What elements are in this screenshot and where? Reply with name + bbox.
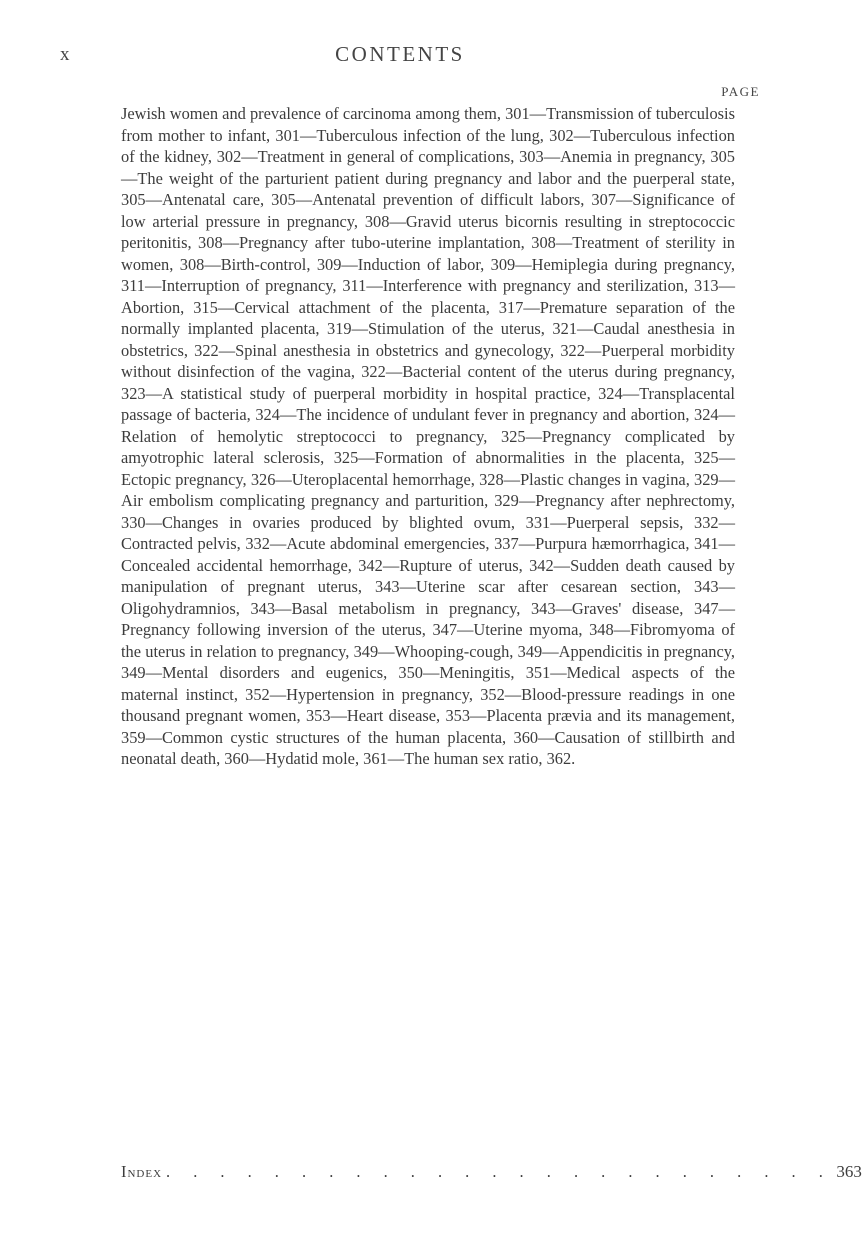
- dot-leader: . . . . . . . . . . . . . . . . . . . . . . . . .: [166, 1162, 833, 1181]
- page-column-label: PAGE: [721, 84, 760, 99]
- contents-paragraph: Jewish women and prevalence of carcinoma among them, 301—Transmission of tuberculosis from mother to infant, 301—Tuberculous infection of the lung, 302—Tuberculous infection of the kidney, 302—Treatment in general of complications, 303—Anemia in pregnancy, 305—The weight of the parturient patient during pregnancy and labor and the puerperal state, 305—Antenatal care, 305—Antenatal prevention of difficult labors, 307—Significance of low arterial pressure in pregnancy, 308—Gravid uterus bicornis resulting in streptococcic peritonitis, 308—Pregnancy after tubo-uterine implantation, 308—Treatment of sterility in women, 308—Birth-control, 309—Induction of labor, 309—Hemiplegia during pregnancy, 311—Interruption of pregnancy, 311—Interference with pregnancy and sterilization, 313—Abortion, 315—Cervical attachment of the placenta, 317—Premature separation of the normally implanted placenta, 319—Stimulation of the uterus, 321—Caudal anesthesia in obstetrics, 322—Spinal anesthesia in obstetrics and gynecology, 322—Puerperal morbidity without disinfection of the vagina, 322—Bacterial content of the uterus during pregnancy, 323—A statistical study of puerperal morbidity in hospital practice, 324—Transplacental passage of bacteria, 324—The incidence of undulant fever in pregnancy and abortion, 324—Relation of hemolytic streptococci to pregnancy, 325—Pregnancy complicated by amyotrophic lateral sclerosis, 325—Formation of abnormalities in the placenta, 325—Ectopic pregnancy, 326—Uteroplacental hemorrhage, 328—Plastic changes in vagina, 329—Air embolism complicating pregnancy and parturition, 329—Pregnancy after nephrectomy, 330—Changes in ovaries produced by blighted ovum, 331—Puerperal sepsis, 332—Contracted pelvis, 332—Acute abdominal emergencies, 337—Purpura hæmorrhagica, 341—Concealed accidental hemorrhage, 342—Rupture of uterus, 342—Sudden death caused by manipulation of pregnant uterus, 343—Uterine scar after cesarean section, 343—Oligohydramnios, 343—Basal metabolism in pregnancy, 343—Graves' disease, 347—Pregnancy following inversion of the uterus, 347—Uterine myoma, 348—Fibromyoma of the uterus in relation to pregnancy, 349—Whooping-cough, 349—Appendicitis in pregnancy, 349—Mental disorders and eugenics, 350—Meningitis, 351—Medical aspects of the maternal instinct, 352—Hypertension in pregnancy, 352—Blood-pressure readings in one thousand pregnant women, 353—Heart disease, 353—Placenta prævia and its management, 359—Common cystic structures of the human placenta, 360—Causation of stillbirth and neonatal death, 360—Hydatid mole, 361—The human sex ratio, 362.: [121, 104, 735, 768]
- index-label: Index: [121, 1162, 163, 1181]
- running-head: CONTENTS: [335, 42, 465, 66]
- page-number: x: [60, 44, 71, 65]
- index-page-number: 363: [836, 1162, 862, 1181]
- index-entry: [121, 1162, 862, 1182]
